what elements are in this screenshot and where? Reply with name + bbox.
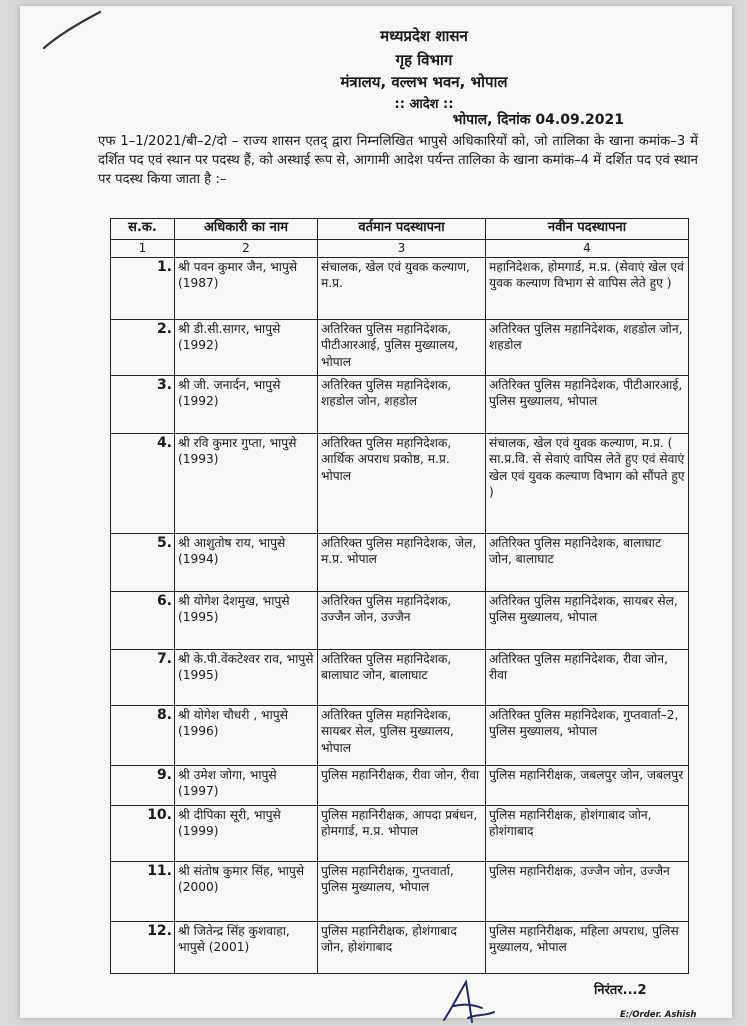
header-address: मंत्रालय, वल्लभ भवन, भोपाल: [340, 73, 508, 91]
header-current-posting: वर्तमान पदस्थापना: [318, 219, 486, 240]
current-posting-cell: पुलिस महानिरीक्षक, गुप्तवार्ता, पुलिस मुख्यालय, भोपाल: [318, 861, 486, 921]
officer-name-cell: श्री आशुतोष राय, भापुसे (1994): [175, 533, 318, 591]
table-row: [111, 705, 689, 765]
serial-cell: 9.: [111, 765, 175, 805]
officer-name-cell: श्री डी.सी.सागर, भापुसे (1992): [175, 319, 318, 375]
posting-table: [110, 218, 689, 974]
new-posting-cell: अतिरिक्त पुलिस महानिदेशक, सायबर सेल, पुलिस मुख्यालय, भोपाल: [486, 591, 689, 649]
index-cell: 1: [111, 240, 175, 258]
table-row: [111, 649, 689, 705]
officer-name-cell: श्री योगेश चौधरी , भापुसे (1996): [175, 705, 318, 765]
serial-cell: 6.: [111, 591, 175, 649]
serial-cell: 5.: [111, 533, 175, 591]
table-row: [111, 533, 689, 591]
new-posting-cell: संचालक, खेल एवं युवक कल्याण, म.प्र. ( सा.प्र.वि. से सेवाएं वापिस लेते हुए एवं सेवाएं खेल एवं युवक कल्याण विभाग को सौंपते हुए ): [486, 433, 689, 533]
current-posting-cell: पुलिस महानिरीक्षक, आपदा प्रबंधन, होमगार्ड, म.प्र. भोपाल: [318, 805, 486, 861]
serial-cell: 10.: [111, 805, 175, 861]
current-posting-cell: अतिरिक्त पुलिस महानिदेशक, आर्थिक अपराध प्रकोष्ठ, म.प्र. भोपाल: [318, 433, 486, 533]
serial-cell: 12.: [111, 921, 175, 973]
new-posting-cell: अतिरिक्त पुलिस महानिदेशक, गुप्तवार्ता–2, पुलिस मुख्यालय, भोपाल: [486, 705, 689, 765]
serial-cell: 11.: [111, 861, 175, 921]
table-row: [111, 921, 689, 973]
officer-name-cell: श्री जितेन्द्र सिंह कुशवाहा, भापुसे (2001): [175, 921, 318, 973]
officer-name-cell: श्री दीपिका सूरी, भापुसे (1999): [175, 805, 318, 861]
new-posting-cell: अतिरिक्त पुलिस महानिदेशक, पीटीआरआई, पुलिस मुख्यालय, भोपाल: [486, 375, 689, 433]
table-row: [111, 257, 689, 319]
officer-name-cell: श्री रवि कुमार गुप्ता, भापुसे (1993): [175, 433, 318, 533]
current-posting-cell: अतिरिक्त पुलिस महानिदेशक, जेल, म.प्र. भोपाल: [318, 533, 486, 591]
new-posting-cell: पुलिस महानिरीक्षक, महिला अपराध, पुलिस मुख्यालय, भोपाल: [486, 921, 689, 973]
table-row: [111, 375, 689, 433]
new-posting-cell: पुलिस महानिरीक्षक, उज्जैन जोन, उज्जैन: [486, 861, 689, 921]
header-department: गृह विभाग: [395, 51, 453, 69]
order-date: भोपाल, दिनांक 04.09.2021: [452, 112, 624, 128]
officer-name-cell: श्री पवन कुमार जैन, भापुसे (1987): [175, 257, 318, 319]
order-file-reference: E:/Order. Ashish: [620, 1010, 697, 1020]
serial-cell: 2.: [111, 319, 175, 375]
document-page: [20, 6, 732, 1018]
current-posting-cell: अतिरिक्त पुलिस महानिदेशक, पीटीआरआई, पुलिस मुख्यालय, भोपाल: [318, 319, 486, 375]
index-cell: 2: [175, 240, 318, 258]
header-serial: स.क.: [111, 219, 175, 240]
officer-name-cell: श्री उमेश जोगा, भापुसे (1997): [175, 765, 318, 805]
current-posting-cell: संचालक, खेल एवं युवक कल्याण, म.प्र.: [318, 257, 486, 319]
table-row: [111, 433, 689, 533]
new-posting-cell: अतिरिक्त पुलिस महानिदेशक, शहडोल जोन, शहडोल: [486, 319, 689, 375]
signature-mark: [438, 978, 498, 1026]
index-cell: 4: [486, 240, 689, 258]
order-intro-paragraph: एफ 1–1/2021/बी–2/दो – राज्य शासन एतद् द्वारा निम्नलिखित भापुसे अधिकारियों को, जो तालिका के खाना कमांक–3 में दर्शित पद एवं स्थान पर पदस्थ हैं, को अस्थाई रूप से, आगामी आदेश पर्यन्त तालिका के खाना कमांक–4 में दर्शित पद एवं स्थान पर पदस्थ किया जाता है :–: [98, 134, 698, 187]
current-posting-cell: अतिरिक्त पुलिस महानिदेशक, शहडोल जोन, शहडोल: [318, 375, 486, 433]
serial-cell: 1.: [111, 257, 175, 319]
serial-cell: 8.: [111, 705, 175, 765]
current-posting-cell: पुलिस महानिरीक्षक, रीवा जोन, रीवा: [318, 765, 486, 805]
current-posting-cell: अतिरिक्त पुलिस महानिदेशक, उज्जैन जोन, उज्जैन: [318, 591, 486, 649]
header-government: मध्यप्रदेश शासन: [380, 27, 468, 45]
table-row: [111, 319, 689, 375]
table-index-row: [111, 240, 689, 258]
table-row: [111, 591, 689, 649]
new-posting-cell: पुलिस महानिरीक्षक, जबलपुर जोन, जबलपुर: [486, 765, 689, 805]
new-posting-cell: पुलिस महानिरीक्षक, होशंगाबाद जोन, होशंगाबाद: [486, 805, 689, 861]
new-posting-cell: महानिदेशक, होमगार्ड, म.प्र. (सेवाएं खेल एवं युवक कल्याण विभाग से वापिस लेते हुए ): [486, 257, 689, 319]
officer-name-cell: श्री के.पी.वेंकटेश्वर राव, भापुसे (1995): [175, 649, 318, 705]
new-posting-cell: अतिरिक्त पुलिस महानिदेशक, बालाघाट जोन, बालाघाट: [486, 533, 689, 591]
header-order-title: :: आदेश ::: [394, 97, 454, 112]
table-row: [111, 805, 689, 861]
header-officer-name: अधिकारी का नाम: [175, 219, 318, 240]
table-header-row: [111, 219, 689, 240]
officer-name-cell: श्री जी. जनार्दन, भापुसे (1992): [175, 375, 318, 433]
serial-cell: 3.: [111, 375, 175, 433]
serial-cell: 4.: [111, 433, 175, 533]
officer-name-cell: श्री संतोष कुमार सिंह, भापुसे (2000): [175, 861, 318, 921]
table-row: [111, 765, 689, 805]
table-row: [111, 861, 689, 921]
current-posting-cell: अतिरिक्त पुलिस महानिदेशक, सायबर सेल, पुलिस मुख्यालय, भोपाल: [318, 705, 486, 765]
serial-cell: 7.: [111, 649, 175, 705]
officer-name-cell: श्री योगेश देशमुख, भापुसे (1995): [175, 591, 318, 649]
index-cell: 3: [318, 240, 486, 258]
new-posting-cell: अतिरिक्त पुलिस महानिदेशक, रीवा जोन, रीवा: [486, 649, 689, 705]
continued-note: निरंतर...2: [594, 983, 647, 998]
current-posting-cell: अतिरिक्त पुलिस महानिदेशक, बालाघाट जोन, बालाघाट: [318, 649, 486, 705]
header-new-posting: नवीन पदस्थापना: [486, 219, 689, 240]
current-posting-cell: पुलिस महानिरीक्षक, होशंगाबाद जोन, होशंगाबाद: [318, 921, 486, 973]
